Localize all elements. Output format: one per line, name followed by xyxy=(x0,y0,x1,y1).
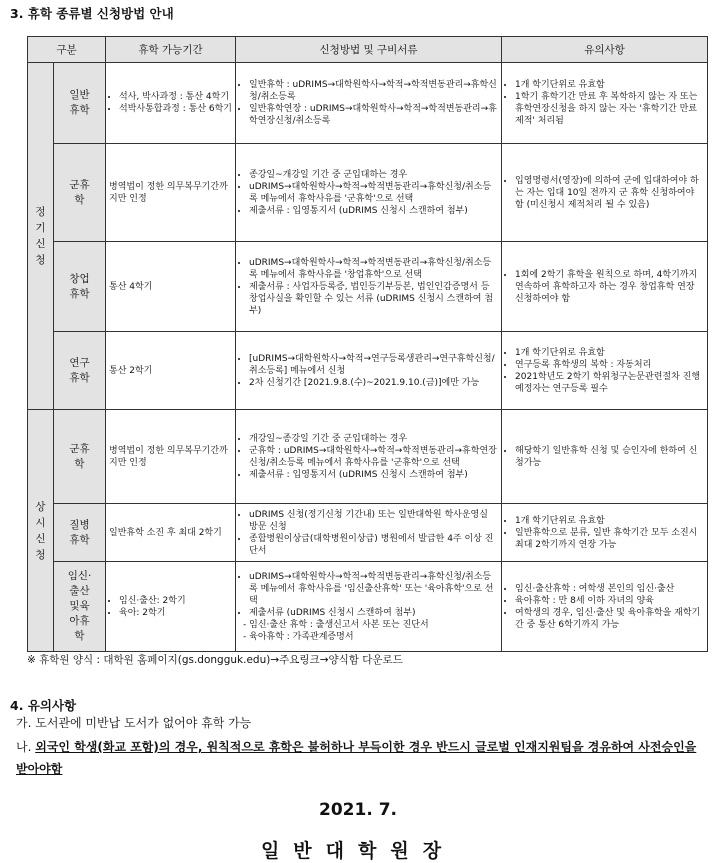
notes-cell: • 1회에 2학기 휴학을 원칙으로 하며, 4학기까지 연속하여 휴학하고자 하는 경우 창업휴학 연장 신청하여야 함 xyxy=(502,242,708,332)
method-cell: • uDRIMS→대학원학사→학적→학적변동관리→휴학신청/취소등록 메뉴에서 휴학사유를 '임신출산휴학' 또는 '육아휴학'으로 선택 • 제출서류 (uDRIMS 신청시 스캔하여 첨부) - 임신·출산 휴학 : 출생신고서 사본 또는 진단서 - 육아휴학 : 가족관계증명서 xyxy=(236,562,502,652)
method-cell: • 종강일~개강일 기간 중 군입대하는 경우 • uDRIMS→대학원학사→학적→학적변동관리→휴학신청/취소등록 메뉴에서 휴학사유를 '군휴학'으로 선택 • 제출서류 : 입영통지서 (uDRIMS 신청시 스캔하여 첨부) xyxy=(236,144,502,242)
download-footnote: ※ 휴학원 양식 : 대학원 홈페이지(gs.dongguk.edu)→주요링크→양식함 다운로드 xyxy=(27,654,403,666)
table-row xyxy=(28,242,708,332)
notes-cell: • 해당학기 일반휴학 신청 및 승인자에 한하여 신청가능 xyxy=(502,410,708,504)
note-item-a: 가. 도서관에 미반납 도서가 없어야 휴학 가능 xyxy=(16,716,252,730)
table-row xyxy=(28,410,708,504)
category-cell: 일반휴학 xyxy=(54,63,106,144)
notes-cell: • 1개 학기단위로 유효함 • 일반휴학으로 분류, 일반 휴학기간 모두 소진시 최대 2학기까지 연장 가능 xyxy=(502,504,708,562)
method-cell: • [uDRIMS→대학원학사→학적→연구등록생관리→연구휴학신청/취소등록] 메뉴에서 신청 • 2차 신청기간 [2021.9.8.(수)~2021.9.10.(금)]에만 가능 xyxy=(236,332,502,410)
group-regular: 정기신청 xyxy=(28,63,54,410)
period-cell: 병역법이 정한 의무복무기간까지만 인정 xyxy=(106,410,236,504)
notes-cell: • 임신·출산휴학 : 여학생 본인의 임신·출산 • 육아휴학 : 만 8세 이하 자녀의 양육 • 여학생의 경우, 임신·출산 및 육아휴학을 재학기간 중 통산 6학기까지 가능 xyxy=(502,562,708,652)
period-cell: • 임신·출산: 2학기 • 육아: 2학기 xyxy=(106,562,236,652)
period-cell: • 석사, 박사과정 : 통산 4학기 • 석박사통합과정 : 통산 6학기 xyxy=(106,63,236,144)
table-row xyxy=(28,144,708,242)
header-category: 구분 xyxy=(28,37,106,63)
notes-cell: • 입영명령서(영장)에 의하여 군에 입대하여야 하는 자는 입대 10일 전까지 군 휴학 신청하여야 함 (미신청시 제적처리 될 수 있음) xyxy=(502,144,708,242)
table-row xyxy=(28,63,708,144)
period-cell: 통산 2학기 xyxy=(106,332,236,410)
method-cell: • 일반휴학 : uDRIMS→대학원학사→학적→학적변동관리→휴학신청/취소등록 • 일반휴학연장 : uDRIMS→대학원학사→학적→학적변동관리→휴학연장신청/취소등록 xyxy=(236,63,502,144)
leave-type-table xyxy=(27,36,708,652)
period-cell: 일반휴학 소진 후 최대 2학기 xyxy=(106,504,236,562)
category-cell: 임신·출산및육아휴학 xyxy=(54,562,106,652)
category-cell: 군휴학 xyxy=(54,410,106,504)
table-row xyxy=(28,332,708,410)
category-cell: 질병휴학 xyxy=(54,504,106,562)
table-row xyxy=(28,504,708,562)
method-cell: • 개강일~종강일 기간 중 군입대하는 경우 • 군휴학 : uDRIMS→대학원학사→학적→학적변동관리→휴학연장신청/취소등록 메뉴에서 휴학사유를 '군휴학'으로 선택 • 제출서류 : 입영통지서 (uDRIMS 신청시 스캔하여 첨부) xyxy=(236,410,502,504)
category-cell: 연구휴학 xyxy=(54,332,106,410)
note-item-b: 나. 외국인 학생(화교 포함)의 경우, 원칙적으로 휴학은 불허하나 부득이한 경우 반드시 글로벌 인재지원팀을 경유하여 사전승인을 받아야함 xyxy=(16,740,697,776)
table-row xyxy=(28,562,708,652)
issuer-signature: 일반대학원장 xyxy=(260,840,456,862)
section-3-title: 3. 휴학 종류별 신청방법 안내 xyxy=(10,6,174,21)
issue-date: 2021. 7. xyxy=(319,800,397,820)
header-method: 신청방법 및 구비서류 xyxy=(236,37,502,63)
table-header-row xyxy=(28,37,708,63)
header-period: 휴학 가능기간 xyxy=(106,37,236,63)
header-notes: 유의사항 xyxy=(502,37,708,63)
notes-cell: • 1개 학기단위로 유효함 • 1학기 휴학기간 만료 후 복학하지 않는 자 또는 휴학연장신청을 하지 않는 자는 '휴학기간 만료 제적' 처리됨 xyxy=(502,63,708,144)
period-cell: 병역법이 정한 의무복무기간까지만 인정 xyxy=(106,144,236,242)
category-cell: 창업휴학 xyxy=(54,242,106,332)
method-cell: • uDRIMS 신청(정기신청 기간내) 또는 일반대학원 학사운영실 방문 신청 • 종합병원이상급(대학병원이상급) 병원에서 발급한 4주 이상 진단서 xyxy=(236,504,502,562)
section-4-title: 4. 유의사항 xyxy=(10,698,77,713)
group-anytime: 상시신청 xyxy=(28,410,54,652)
notes-cell: • 1개 학기단위로 유효함 • 연구등록 휴학생의 복학 : 자동처리 • 2021학년도 2학기 학위청구논문관련절차 진행예정자는 연구등록 필수 xyxy=(502,332,708,410)
method-cell: • uDRIMS→대학원학사→학적→학적변동관리→휴학신청/취소등록 메뉴에서 휴학사유를 '창업휴학'으로 선택 • 제출서류 : 사업자등록증, 법인등기부등본, 법인인감증명서 등 창업사실을 확인할 수 있는 서류 (uDRIMS 신청시 스캔하여 첨부) xyxy=(236,242,502,332)
period-cell: 통산 4학기 xyxy=(106,242,236,332)
category-cell: 군휴학 xyxy=(54,144,106,242)
note-item-b-emphasis: 외국인 학생(화교 포함)의 경우, 원칙적으로 휴학은 불허하나 부득이한 경우 반드시 글로벌 인재지원팀을 경유하여 사전승인을 받아야함 xyxy=(16,740,697,776)
